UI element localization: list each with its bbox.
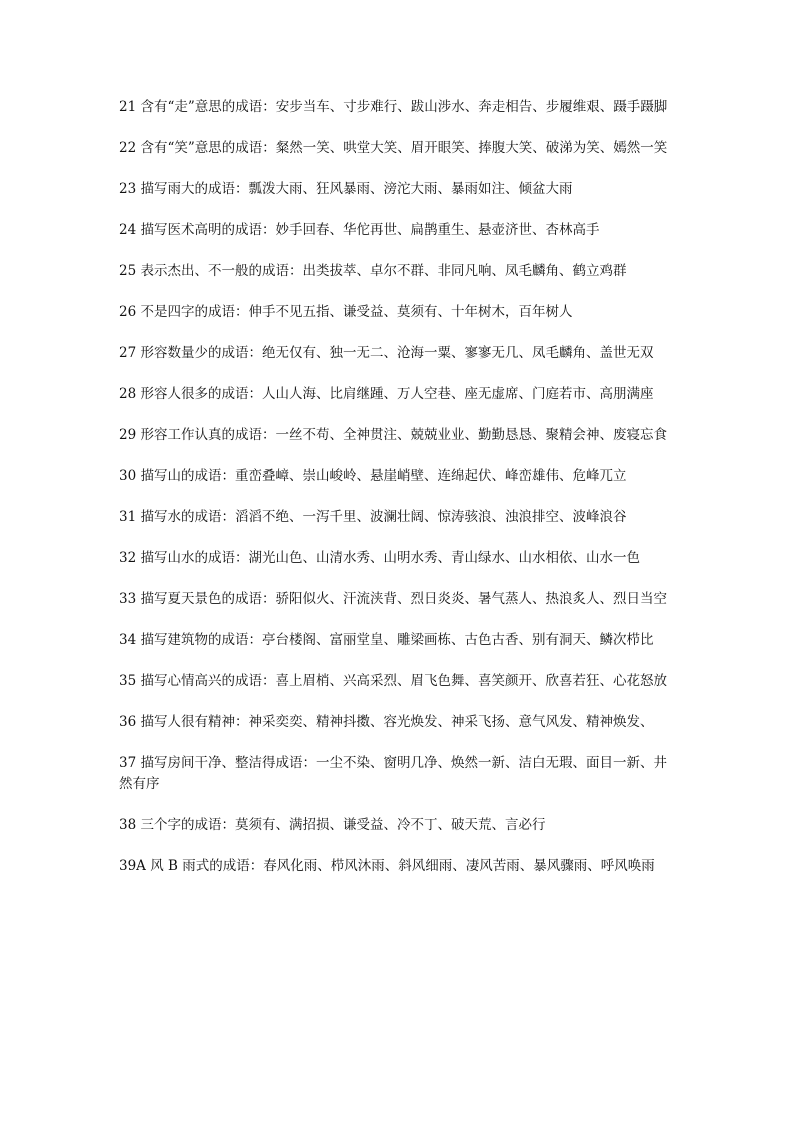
idiom-entry-28: 28 形容人很多的成语：人山人海、比肩继踵、万人空巷、座无虚席、门庭若市、高朋满座	[119, 386, 654, 402]
idiom-entry-37: 37 描写房间干净、整洁得成语：一尘不染、窗明几净、焕然一新、洁白无瑕、面目一新、井然有序	[119, 755, 667, 792]
idiom-entry-33: 33 描写夏天景色的成语：骄阳似火、汗流浃背、烈日炎炎、暑气蒸人、热浪炙人、烈日当空	[119, 591, 667, 607]
idiom-entry-34: 34 描写建筑物的成语：亭台楼阁、富丽堂皇、雕梁画栋、古色古香、别有洞天、鳞次栉比	[119, 632, 654, 648]
idiom-entry-23: 23 描写雨大的成语：瓢泼大雨、狂风暴雨、滂沱大雨、暴雨如注、倾盆大雨	[119, 181, 573, 197]
idiom-entry-32: 32 描写山水的成语：湖光山色、山清水秀、山明水秀、青山绿水、山水相依、山水一色	[119, 550, 640, 566]
idiom-entry-31: 31 描写水的成语：滔滔不绝、一泻千里、波澜壮阔、惊涛骇浪、浊浪排空、波峰浪谷	[119, 509, 627, 525]
idiom-entry-24: 24 描写医术高明的成语：妙手回春、华佗再世、扁鹊重生、悬壶济世、杏林高手	[119, 222, 600, 238]
idiom-entry-30: 30 描写山的成语：重峦叠嶂、崇山峻岭、悬崖峭壁、连绵起伏、峰峦雄伟、危峰兀立	[119, 468, 627, 484]
idiom-entry-29: 29 形容工作认真的成语：一丝不苟、全神贯注、兢兢业业、勤勤恳恳、聚精会神、废寝忘食	[119, 427, 667, 443]
idiom-entry-35: 35 描写心情高兴的成语：喜上眉梢、兴高采烈、眉飞色舞、喜笑颜开、欣喜若狂、心花怒放	[119, 673, 667, 689]
idiom-entry-36: 36 描写人很有精神：神采奕奕、精神抖擞、容光焕发、神采飞扬、意气风发、精神焕发、	[119, 714, 654, 730]
idiom-entry-21: 21 含有“走”意思的成语：安步当车、寸步难行、跋山涉水、奔走相告、步履维艰、蹑手蹑脚	[119, 99, 668, 115]
idiom-entry-38: 38 三个字的成语：莫须有、满招损、谦受益、冷不丁、破天荒、言必行	[119, 817, 546, 833]
idiom-list	[119, 97, 679, 877]
idiom-entry-27: 27 形容数量少的成语：绝无仅有、独一无二、沧海一粟、寥寥无几、凤毛麟角、盖世无双	[119, 345, 654, 361]
idiom-entry-39: 39A 风 B 雨式的成语：春风化雨、栉风沐雨、斜风细雨、凄风苦雨、暴风骤雨、呼风唤雨	[119, 858, 655, 874]
idiom-entry-25: 25 表示杰出、不一般的成语：出类拔萃、卓尔不群、非同凡响、凤毛麟角、鹤立鸡群	[119, 263, 627, 279]
idiom-entry-26: 26 不是四字的成语：伸手不见五指、谦受益、莫须有、十年树木，百年树人	[119, 304, 573, 320]
idiom-entry-22: 22 含有“笑”意思的成语：粲然一笑、哄堂大笑、眉开眼笑、捧腹大笑、破涕为笑、嫣然一笑	[119, 140, 668, 156]
